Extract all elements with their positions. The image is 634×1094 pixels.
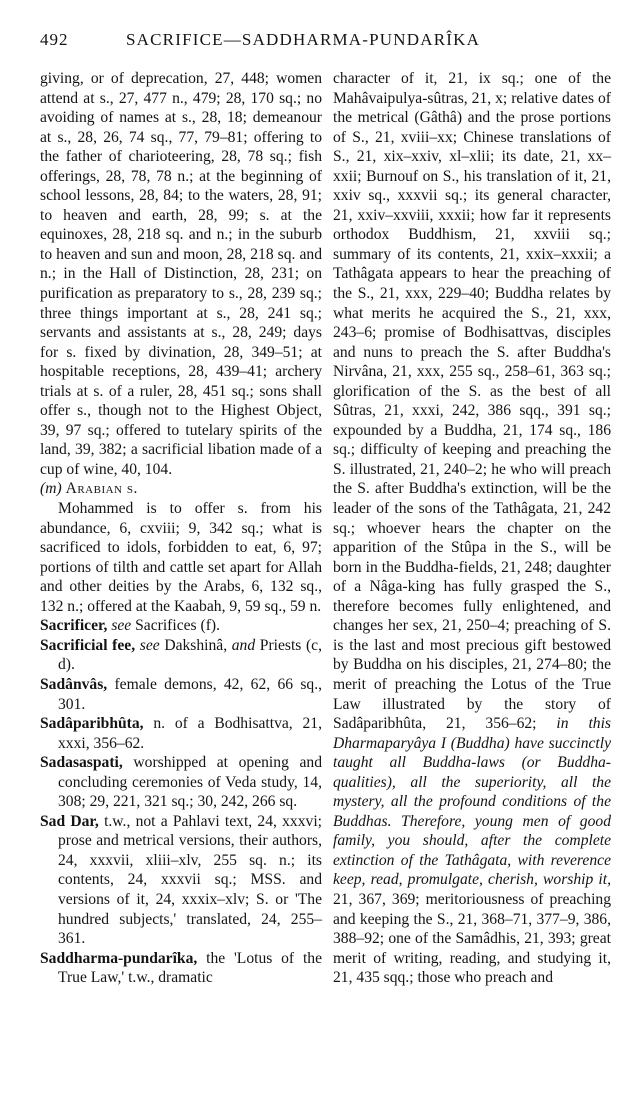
subsection-marker: (m) bbox=[40, 480, 62, 498]
entry-headword: Sad Dar, bbox=[40, 812, 99, 830]
index-entry: Sadânvâs, female demons, 42, 62, 66 sq., 301. bbox=[40, 675, 322, 713]
entry-headword: Sacrificial fee, bbox=[40, 636, 136, 654]
page-header bbox=[40, 30, 600, 54]
italic-quotation: in this Dharmaparyâya I (Buddha) have succinctly taught all Buddha-laws (or Buddha-qualities), all the superiority, all the mystery, all the profound conditions of the Buddhas. Therefore, young men of good family, you should, after the complete extinction of the Tathâgata, with reverence keep, read, promulgate, cherish, worship it, bbox=[333, 715, 611, 889]
right-column bbox=[333, 69, 611, 988]
entry-headword: Sadasaspati, bbox=[40, 754, 123, 772]
index-entry: Sadasaspati, worshipped at opening and concluding ceremonies of Veda study, 14, 308; 29, 221, 321 sq.; 30, 242, 266 sq. bbox=[40, 754, 322, 811]
entry-continuation: character of it, 21, ix sq.; one of the Mahâvaipulya-sûtras, 21, x; relative dates of the metrical (Gâthâ) and the prose portions of S., 21, xviii–xx; Chinese translations of S., 21, xix–xxiv, xl–xlii; its date, 21, xx–xxii; Burnouf on S., his translation of it, 21, xxiv sq., xxxvii sq.; its general character, 21, xxiv–xxviii, xxxii; how far it represents orthodox Buddhism, 21, xxviii sq.; summary of its contents, 21, xxix–xxxii; a Tathâgata appears to hear the preaching of the S., 21, xxx, 229–40; Buddha relates by what merits he acquired the S., 21, xxx, 243–6; promise of Bodhisattvas, disciples and nuns to preach the S. after Buddha's Nirvâna, 21, xxx, 255 sq., 258–61, 363 sq.; glorification of the S. as the best of all Sûtras, 21, xxxi, 242, 386 sqq., 391 sq.; expounded by a Buddha, 21, 174 sq., 186 sq.; difficulty of keeping and preaching the S. illustrated, 21, 240–2; he who will preach the S. after Buddha's extinction, will be the leader of the sons of the Tathâgata, 21, 242 sq.; whoever hears the chapter on the apparition of the Stûpa in the S., will be born in the Buddha-fields, 21, 248; daughter of a Nâga-king has fully grasped the S., therefore becomes fully enlightened, and changes her sex, 21, 250–4; preaching of S. is the last and most precious gift bestowed by Buddha on his disciples, 21, 274–80; the merit of preaching the Lotus of the True Law illustrated by the story of Sadâparibhûta, 21, 356–62; in this Dharmaparyâya I (Buddha) have succinctly taught all Buddha-laws (or Buddha-qualities), all the superiority, all the mystery, all the profound conditions of the Buddhas. Therefore, young men of good family, you should, after the complete extinction of the Tathâgata, with reverence keep, read, promulgate, cherish, worship it, 21, 367, 369; meritoriousness of preaching and keeping the S., 21, 368–71, 377–9, 386, 388–92; one of the Samâdhis, 21, 393; great merit of writing, reading, and studying it, 21, 435 sqq.; those who preach and bbox=[333, 70, 611, 987]
entry-headword: Sacrificer, bbox=[40, 617, 108, 635]
subsection-body: Mohammed is to offer s. from his abundance, 6, cxviii; 9, 342 sq.; what is sacrificed to idols, forbidden to eat, 6, 97; portions of tilth and cattle set apart for Allah and other deities by the Arabs, 6, 132 sq., 132 n.; offered at the Kaabah, 9, 59 sq., 59 n. bbox=[40, 500, 322, 615]
entry-headword: Saddharma-pundarîka, bbox=[40, 949, 198, 967]
index-entry: Sacrificer, see Sacrifices (f). bbox=[40, 617, 220, 635]
subsection-heading bbox=[40, 479, 322, 499]
index-entry: Sacrificial fee, see Dakshinâ, and Priests (c, d). bbox=[40, 636, 323, 674]
entry-headword: Sadâparibhûta, bbox=[40, 715, 144, 733]
page-number: 492 bbox=[40, 30, 69, 49]
left-column bbox=[40, 69, 322, 988]
index-entry: Sad Dar, t.w., not a Pahlavi text, 24, xxxvi; prose and metrical versions, their authors, 24, xxxvii, xliii–xlv, 255 sq. n.; its contents, 24, xxxvii sq.; MSS. and versions of it, 24, xxxix–xlv; S. or 'The hundred subjects,' translated, 24, 255–361. bbox=[40, 812, 322, 948]
entry-headword: Sadânvâs, bbox=[40, 675, 108, 693]
running-title: SACRIFICE—SADDHARMA-PUNDARÎKA bbox=[126, 30, 481, 49]
index-entry: Saddharma-pundarîka, the 'Lotus of the True Law,' t.w., dramatic bbox=[40, 949, 322, 987]
subsection-title: Arabian s. bbox=[65, 480, 138, 498]
index-entry: Sadâparibhûta, n. of a Bodhisattva, 21, xxxi, 356–62. bbox=[40, 715, 322, 752]
entry-continuation: giving, or of deprecation, 27, 448; women attend at s., 27, 477 n., 479; 28, 170 sq.; no avoiding of names at s., 28, 18; demeanour at s., 28, 26, 74 sq., 77, 79–81; offering to the father of charioteering, 28, 78 sq.; fish offerings, 28, 78, 78 n.; at the beginning of school lessons, 28, 84; to the waters, 28, 91; to heaven and earth, 28, 99; s. at the equinoxes, 28, 218 sq. and n.; in the suburb to heaven and sun and moon, 28, 218 sq. and n.; in the Hall of Distinction, 28, 231; on purification as preparatory to s., 28, 239 sq.; three things important at s., 28, 241 sq.; servants and assistants at s., 28, 249; days for s. fixed by divination, 28, 349–51; at hospitable receptions, 28, 439–41; archery trials at s. of a ruler, 28, 451 sq.; sons shall offer s., though not to the Highest Object, 39, 97 sq.; offered to tutelary spirits of the land, 39, 382; a sacrificial libation made of a cup of wine, 40, 104. bbox=[40, 70, 322, 478]
